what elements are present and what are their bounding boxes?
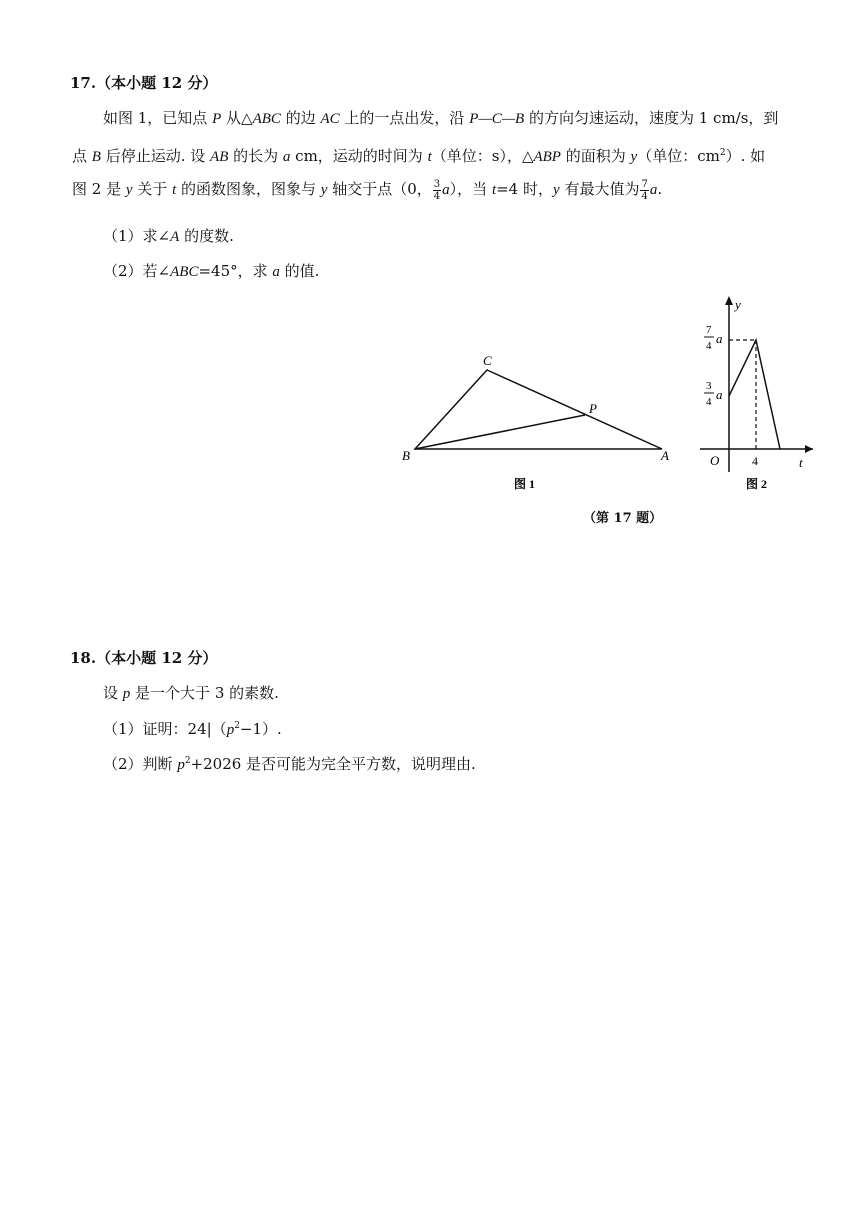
q17-line-2: [72, 145, 765, 166]
text: 的长为: [228, 147, 283, 165]
question-18-title: 18.（本小题 12 分）: [70, 649, 218, 667]
fraction-3-4: [433, 179, 441, 202]
q17-part-1: [103, 225, 234, 246]
var-p: p: [177, 757, 185, 773]
text: 的函数图象，图象与: [176, 180, 321, 198]
text: −1）.: [239, 720, 282, 738]
tick-label-4: 4: [752, 454, 758, 468]
var-p: P: [212, 111, 222, 127]
text: 图 2 是: [72, 180, 126, 198]
text: 的值.: [279, 262, 320, 280]
frac-3-denominator: 4: [706, 396, 712, 408]
superscript: 2: [719, 148, 726, 158]
text: 设: [103, 684, 123, 702]
numerator: 7: [641, 178, 648, 190]
text: =4 时，: [496, 180, 553, 198]
label-p: P: [589, 401, 597, 416]
var-a: a: [442, 182, 450, 198]
var-a: a: [649, 182, 658, 198]
superscript: 2: [184, 756, 191, 766]
figure-2-graph: [695, 292, 820, 497]
var-y: y: [630, 149, 638, 165]
text: （1）证明：24|（: [103, 720, 227, 738]
numerator: 3: [433, 178, 441, 190]
frac-3-numerator: 3: [706, 380, 712, 392]
var-p: p: [226, 722, 235, 738]
text: 点: [72, 147, 92, 165]
text: 关于: [132, 180, 173, 198]
var-ac: AC: [320, 111, 340, 127]
text: 上的一点出发，沿: [339, 109, 470, 127]
q17-line-3: [72, 178, 662, 202]
question-17-title: 17.（本小题 12 分）: [70, 74, 218, 92]
text: 轴交于点（0，: [327, 180, 432, 198]
text: cm，运动的时间为: [290, 147, 428, 165]
frac-7-denominator: 4: [706, 340, 712, 352]
text: （1）求∠: [103, 227, 171, 245]
var-t: t: [491, 182, 497, 198]
y-axis-arrow: [725, 296, 733, 305]
var-p: p: [122, 686, 131, 702]
var-a: a: [272, 264, 280, 280]
text: .: [657, 180, 663, 198]
text: 的面积为: [560, 147, 631, 165]
label-a: A: [661, 448, 669, 463]
q18-part-2: [103, 753, 476, 774]
fraction-7-4: [640, 179, 648, 202]
var-abc: ABC: [252, 111, 281, 127]
var-y: y: [125, 182, 133, 198]
var-pcb: P—C—B: [469, 111, 525, 127]
var-abp: ABP: [533, 149, 561, 165]
var-b: B: [91, 149, 101, 165]
text: =45°，求: [198, 262, 273, 280]
label-b: B: [402, 448, 410, 463]
figure-caption-17: （第 17 题）: [583, 511, 663, 526]
q18-part-1: [103, 718, 282, 739]
q18-line-1: [103, 682, 279, 703]
var-t: t: [172, 182, 177, 198]
text: 的边: [280, 109, 321, 127]
text: 如图 1，已知点: [103, 109, 213, 127]
text: 的方向匀速运动，速度为 1 cm/s，到: [524, 109, 779, 127]
triangle-abc: [415, 370, 662, 449]
text: 有最大值为: [559, 180, 640, 198]
text: 的度数.: [179, 227, 234, 245]
frac-3-a: a: [716, 387, 723, 402]
superscript: 2: [234, 721, 240, 731]
q17-part-2: [103, 260, 319, 281]
var-ab: AB: [210, 149, 229, 165]
var-a: a: [282, 149, 291, 165]
text: （2）判断: [103, 755, 178, 773]
axis-label-t: t: [799, 455, 803, 470]
frac-7-a: a: [716, 331, 723, 346]
axis-label-y: y: [735, 297, 741, 312]
text: （2）若∠: [103, 262, 171, 280]
denominator: 4: [433, 190, 441, 202]
figure-1-caption: 图 1: [514, 477, 536, 491]
frac-7-numerator: 7: [706, 324, 712, 336]
function-curve: [729, 340, 780, 449]
var-y: y: [553, 182, 560, 198]
text: 从△: [221, 109, 253, 127]
text: （单位：cm: [637, 147, 720, 165]
var-t: t: [427, 149, 432, 165]
var-y: y: [320, 182, 328, 198]
q17-line-1: [103, 107, 778, 128]
text: +2026 是否可能为完全平方数，说明理由.: [190, 755, 476, 773]
text: （单位：s），△: [431, 147, 534, 165]
figure-2-caption: 图 2: [746, 477, 768, 491]
denominator: 4: [641, 190, 648, 202]
text: ）. 如: [725, 147, 766, 165]
t-axis-arrow: [805, 445, 813, 453]
var-abc: ABC: [170, 264, 199, 280]
text: ），当: [449, 180, 492, 198]
label-c: C: [483, 353, 492, 368]
var-a-upper: A: [170, 229, 180, 245]
text: 后停止运动. 设: [100, 147, 211, 165]
origin-label: O: [710, 453, 720, 468]
text: 是一个大于 3 的素数.: [130, 684, 279, 702]
figure-1-triangle: [390, 345, 690, 495]
